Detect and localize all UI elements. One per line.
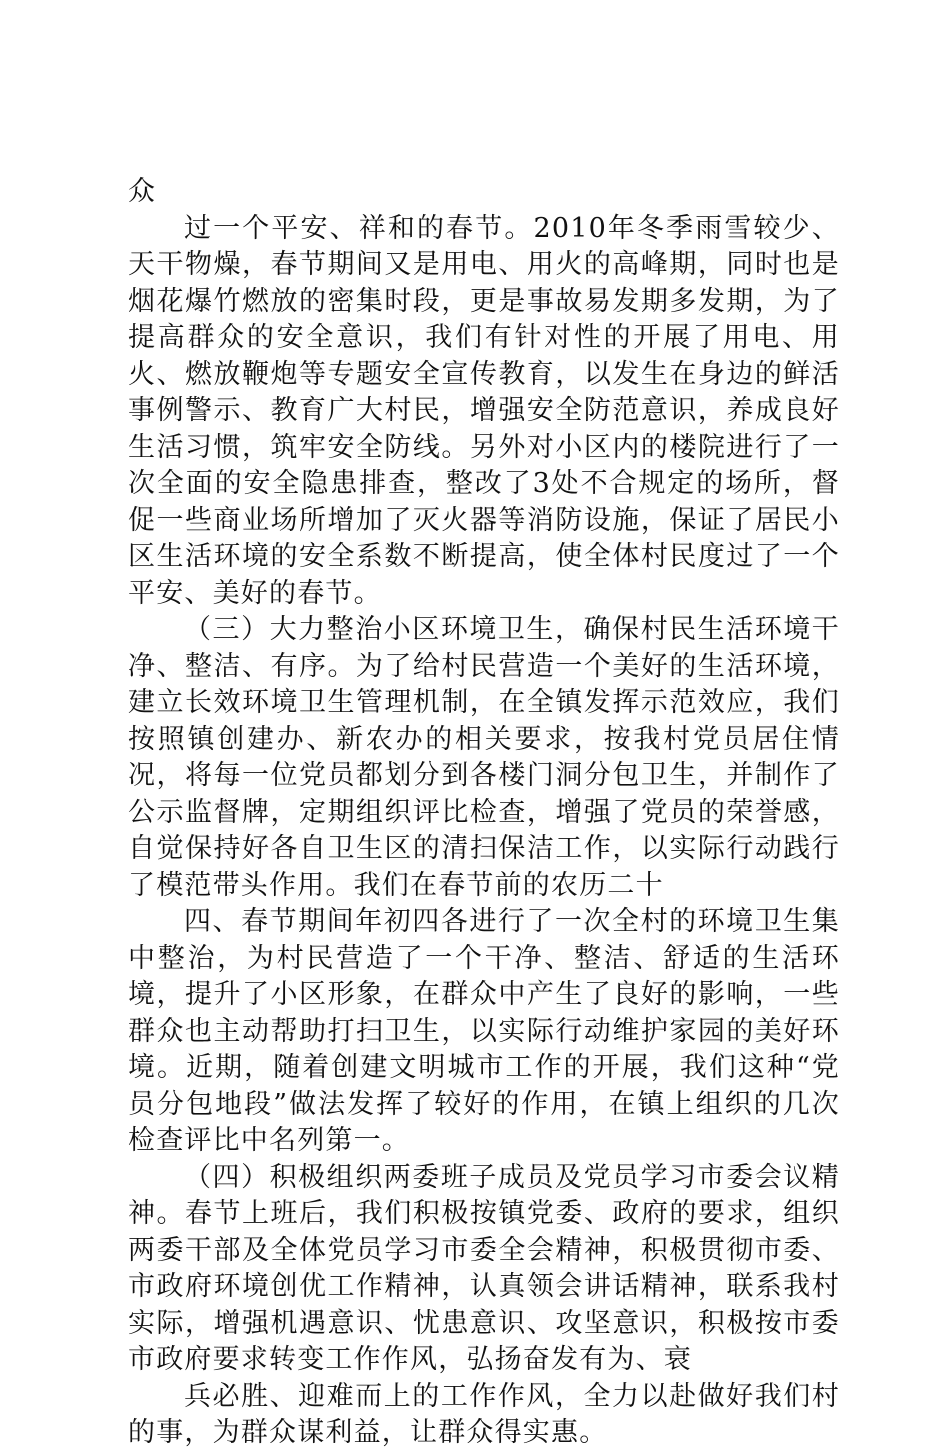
paragraph-sanitation-campaign: 四、春节期间年初四各进行了一次全村的环境卫生集中整治，为村民营造了一个干净、整洁、舒适的生活环境，提升了小区形象，在群众中产生了良好的影响，一些群众也主动帮助打扫卫生，以实际行动维护家园的美好环境。近期，随着创建文明城市工作的开展，我们这种“党员分包地段”做法发挥了较好的作用，在镇上组织的几次检查评比中名列第一。 xyxy=(128,906,840,1156)
paragraph-closing: 兵必胜、迎难而上的工作作风，全力以赴做好我们村的事，为群众谋利益，让群众得实惠。 xyxy=(128,1380,840,1448)
document-body xyxy=(128,174,840,1452)
paragraph-section-four: （四）积极组织两委班子成员及党员学习市委会议精神。春节上班后，我们积极按镇党委、政府的要求，组织两委干部及全体党员学习市委全会精神，积极贯彻市委、市政府环境创优工作精神，认真领会讲话精神，联系我村实际，增强机遇意识、忧患意识、攻坚意识，积极按市委市政府要求转变工作作风，弘扬奋发有为、衰 xyxy=(128,1161,840,1375)
paragraph-section-three: （三）大力整治小区环境卫生，确保村民生活环境干净、整洁、有序。为了给村民营造一个美好的生活环境，建立长效环境卫生管理机制，在全镇发挥示范效应，我们按照镇创建办、新农办的相关要求，按我村党员居住情况，将每一位党员都划分到各楼门洞分包卫生，并制作了公示监督牌，定期组织评比检查，增强了党员的荣誉感，自觉保持好各自卫生区的清扫保洁工作，以实际行动践行了模范带头作用。我们在春节前的农历二十 xyxy=(128,614,840,901)
paragraph-safety-education: 过一个平安、祥和的春节。2010年冬季雨雪较少、天干物燥，春节期间又是用电、用火的高峰期，同时也是烟花爆竹燃放的密集时段，更是事故易发期多发期，为了提高群众的安全意识，我们有针对性的开展了用电、用火、燃放鞭炮等专题安全宣传教育，以发生在身边的鲜活事例警示、教育广大村民，增强安全防范意识，养成良好生活习惯，筑牢安全防线。另外对小区内的楼院进行了一次全面的安全隐患排查，整改了3处不合规定的场所，督促一些商业场所增加了灭火器等消防设施，保证了居民小区生活环境的安全系数不断提高，使全体村民度过了一个平安、美好的春节。 xyxy=(128,212,840,609)
paragraph-fragment: 众 xyxy=(128,176,157,207)
